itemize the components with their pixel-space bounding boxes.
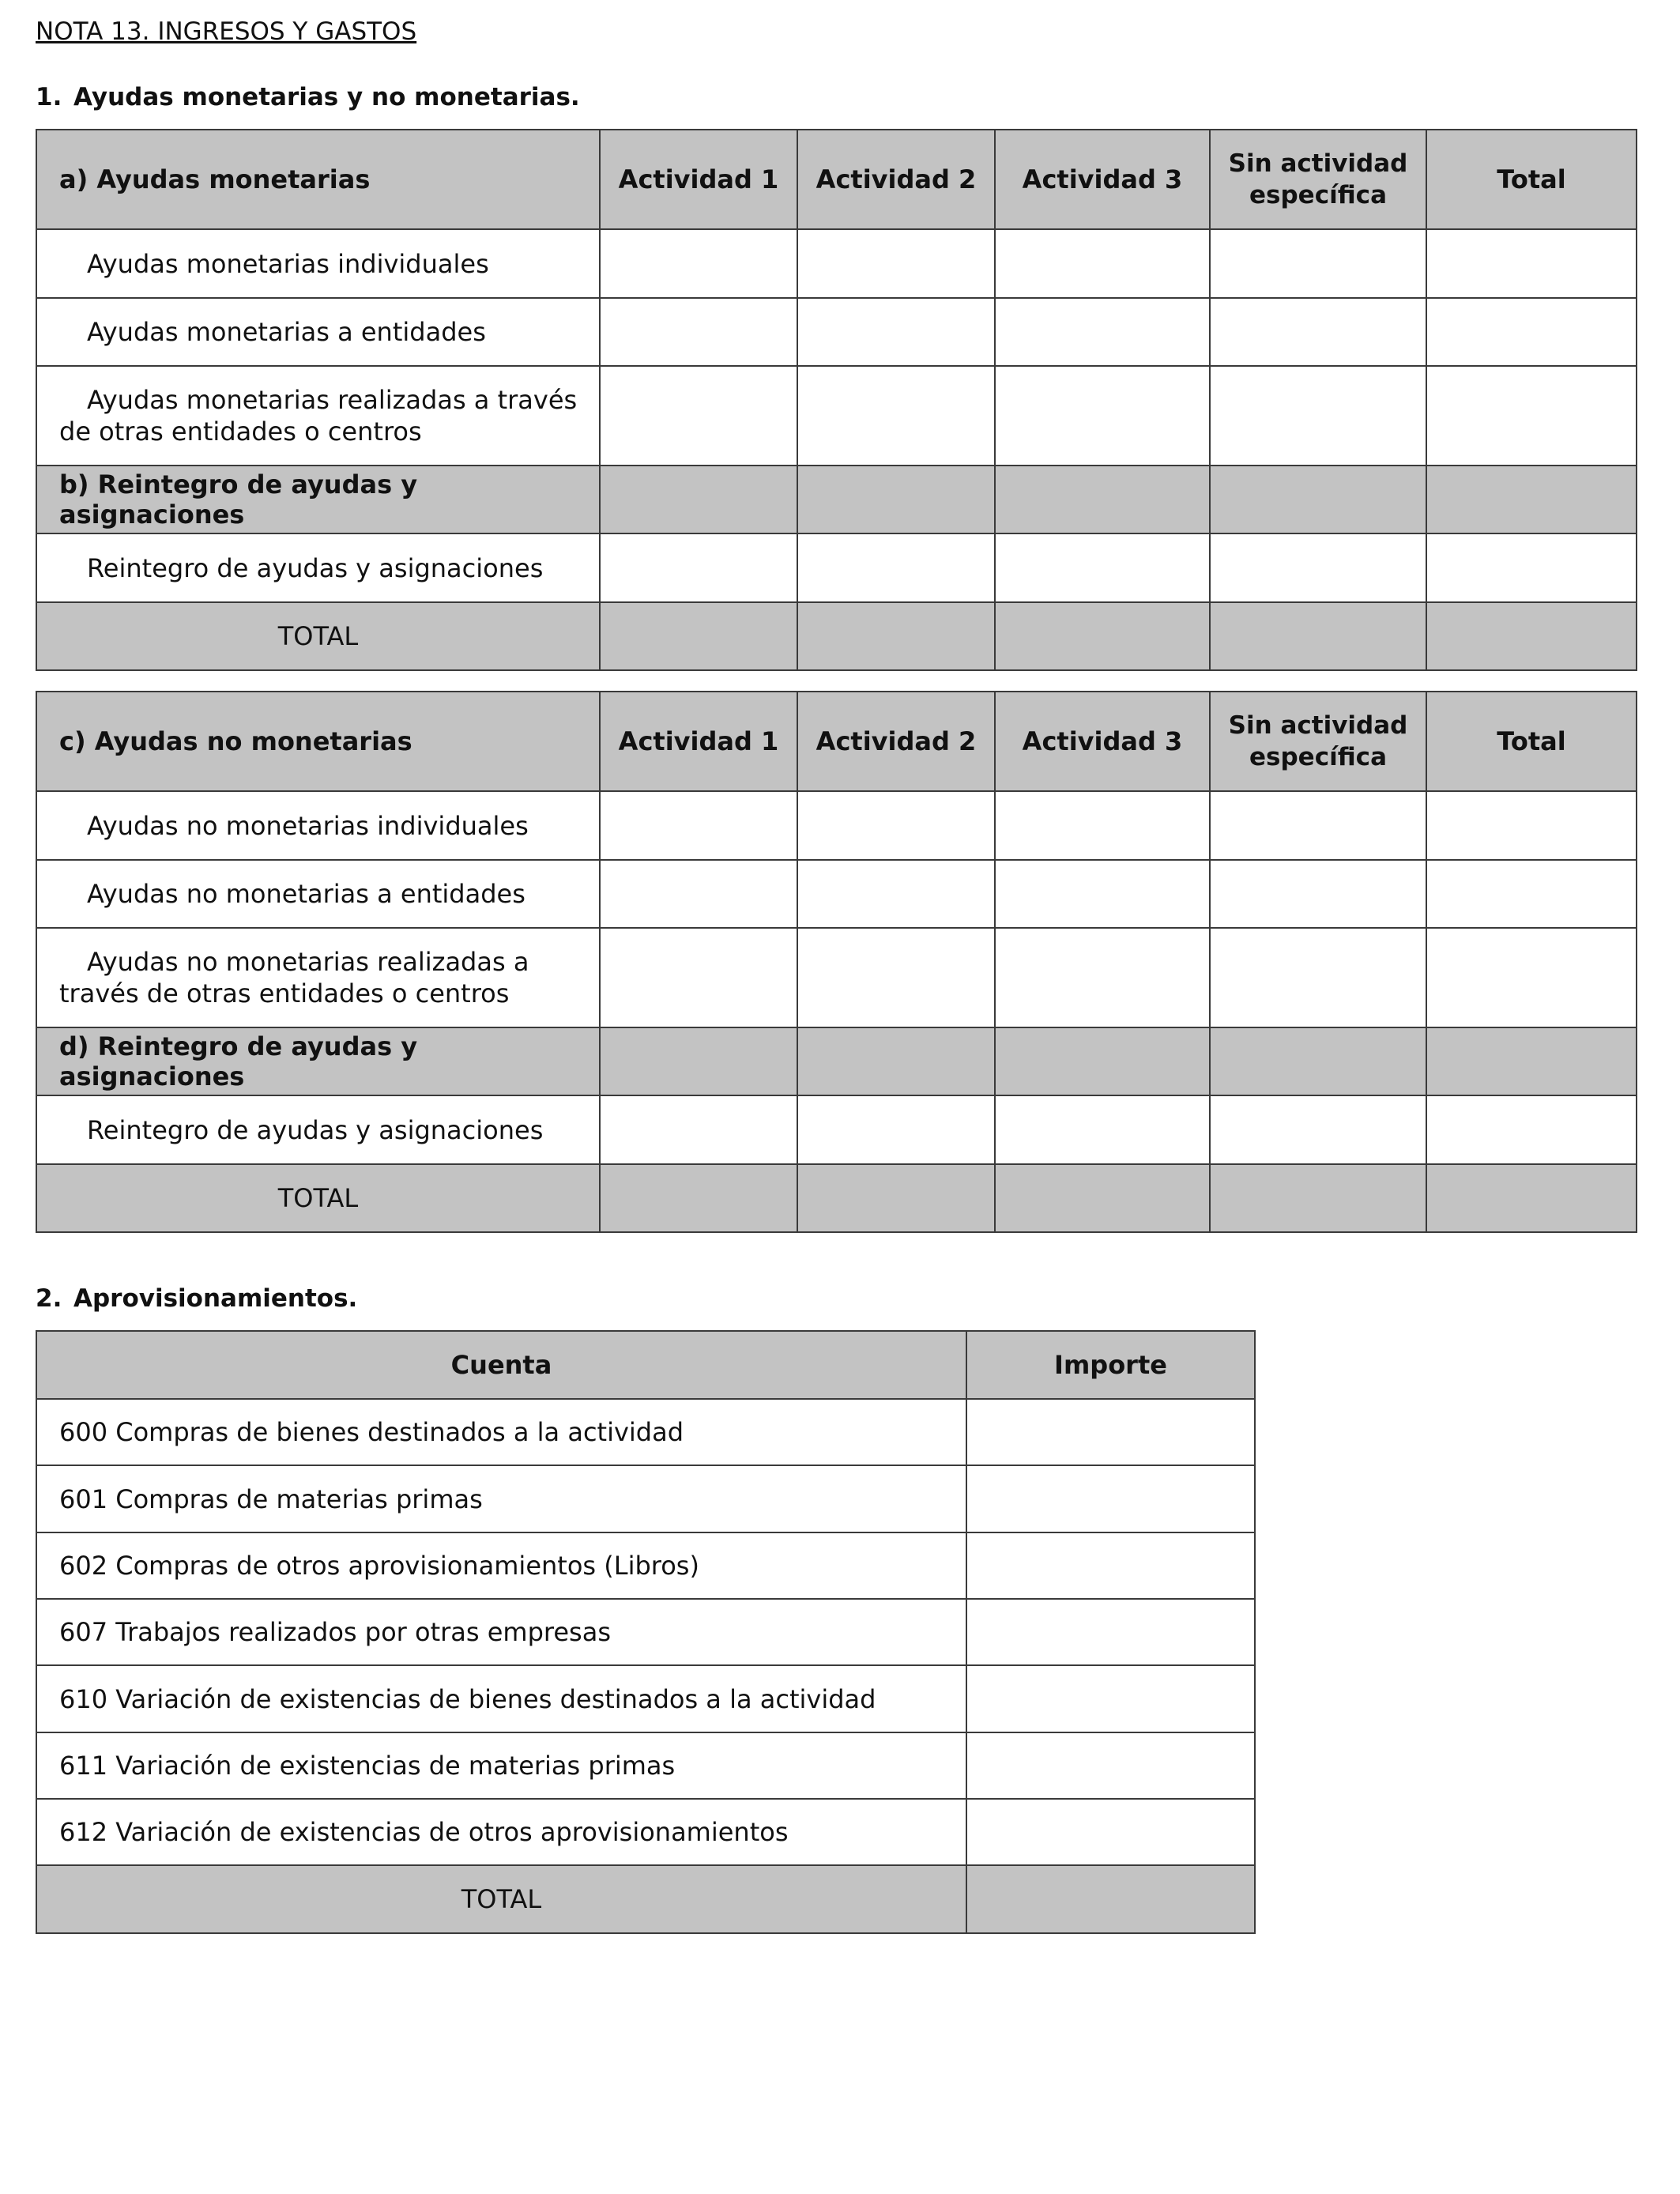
table-header-row bbox=[36, 692, 1637, 791]
table-cell[interactable] bbox=[1210, 791, 1426, 860]
table-cell[interactable] bbox=[995, 366, 1210, 466]
table-cell[interactable] bbox=[600, 791, 797, 860]
table-cell bbox=[600, 1027, 797, 1095]
table-cell[interactable] bbox=[797, 1095, 995, 1164]
table-row bbox=[36, 1465, 1255, 1532]
table-row bbox=[36, 229, 1637, 298]
row-label: 602 Compras de otros aprovisionamientos (Libros) bbox=[36, 1532, 966, 1599]
table-cell bbox=[797, 1027, 995, 1095]
header-actividad-2: Actividad 2 bbox=[797, 130, 995, 229]
table-ayudas-monetarias bbox=[36, 129, 1637, 671]
table-row bbox=[36, 1799, 1255, 1865]
row-label-multiline bbox=[36, 366, 600, 466]
row-label: Reintegro de ayudas y asignaciones bbox=[36, 533, 600, 602]
table-cell[interactable] bbox=[797, 533, 995, 602]
table-cell[interactable] bbox=[1210, 366, 1426, 466]
table-cell bbox=[995, 466, 1210, 533]
header-total: Total bbox=[1426, 692, 1637, 791]
header-label: c) Ayudas no monetarias bbox=[36, 692, 600, 791]
section-2-heading bbox=[36, 1284, 357, 1313]
table-cell[interactable] bbox=[600, 928, 797, 1027]
table-total-row bbox=[36, 1164, 1637, 1232]
row-label: Ayudas no monetarias individuales bbox=[36, 791, 600, 860]
table-cell bbox=[1426, 1027, 1637, 1095]
section-1-number: 1. bbox=[36, 83, 62, 111]
table-cell[interactable] bbox=[600, 1095, 797, 1164]
row-label-line2: través de otras entidades o centros bbox=[59, 978, 510, 1008]
table-cell[interactable] bbox=[797, 229, 995, 298]
row-label: 612 Variación de existencias de otros aprovisionamientos bbox=[36, 1799, 966, 1865]
header-sin-actividad bbox=[1210, 130, 1426, 229]
table-row bbox=[36, 366, 1637, 466]
table-cell[interactable] bbox=[995, 1095, 1210, 1164]
header-label: a) Ayudas monetarias bbox=[36, 130, 600, 229]
table-header-row bbox=[36, 130, 1637, 229]
table-cell[interactable] bbox=[995, 298, 1210, 366]
table-aprovisionamientos bbox=[36, 1330, 1256, 1934]
table-header-row bbox=[36, 1331, 1255, 1399]
table-cell[interactable] bbox=[797, 298, 995, 366]
table-subheader-row bbox=[36, 1027, 1637, 1095]
subheader-label: d) Reintegro de ayudas y asignaciones bbox=[36, 1027, 600, 1095]
section-2-title: Aprovisionamientos. bbox=[73, 1284, 358, 1313]
table-cell[interactable] bbox=[797, 860, 995, 928]
table-cell[interactable] bbox=[1426, 928, 1637, 1027]
table-row bbox=[36, 1399, 1255, 1465]
table-cell[interactable] bbox=[1426, 366, 1637, 466]
row-label: 607 Trabajos realizados por otras empresas bbox=[36, 1599, 966, 1665]
table-row bbox=[36, 298, 1637, 366]
page-title: NOTA 13. INGRESOS Y GASTOS bbox=[36, 17, 417, 46]
importe-cell[interactable] bbox=[966, 1865, 1255, 1933]
importe-cell[interactable] bbox=[966, 1732, 1255, 1799]
importe-cell[interactable] bbox=[966, 1465, 1255, 1532]
table-row bbox=[36, 1095, 1637, 1164]
importe-cell[interactable] bbox=[966, 1399, 1255, 1465]
table-cell[interactable] bbox=[600, 533, 797, 602]
table-cell[interactable] bbox=[600, 366, 797, 466]
table-cell[interactable] bbox=[797, 366, 995, 466]
row-label: 601 Compras de materias primas bbox=[36, 1465, 966, 1532]
table-row bbox=[36, 928, 1637, 1027]
header-actividad-3: Actividad 3 bbox=[995, 130, 1210, 229]
table-cell bbox=[1210, 466, 1426, 533]
table-cell[interactable] bbox=[995, 1164, 1210, 1232]
row-label: Ayudas no monetarias a entidades bbox=[36, 860, 600, 928]
table-cell[interactable] bbox=[995, 860, 1210, 928]
importe-cell[interactable] bbox=[966, 1532, 1255, 1599]
table-cell[interactable] bbox=[1426, 1095, 1637, 1164]
table-cell[interactable] bbox=[1426, 602, 1637, 670]
row-label: 600 Compras de bienes destinados a la actividad bbox=[36, 1399, 966, 1465]
row-label: Ayudas monetarias individuales bbox=[36, 229, 600, 298]
total-label: TOTAL bbox=[36, 1865, 966, 1933]
table-cell[interactable] bbox=[995, 229, 1210, 298]
subheader-label: b) Reintegro de ayudas y asignaciones bbox=[36, 466, 600, 533]
table-cell bbox=[1426, 466, 1637, 533]
table-row bbox=[36, 860, 1637, 928]
header-actividad-3: Actividad 3 bbox=[995, 692, 1210, 791]
header-sin-actividad-line1: Sin actividad bbox=[1228, 711, 1408, 740]
table-subheader-row bbox=[36, 466, 1637, 533]
header-total: Total bbox=[1426, 130, 1637, 229]
table-row bbox=[36, 1732, 1255, 1799]
table-cell[interactable] bbox=[1210, 533, 1426, 602]
table-row bbox=[36, 1665, 1255, 1732]
table-cell[interactable] bbox=[995, 602, 1210, 670]
table-row bbox=[36, 1532, 1255, 1599]
row-label-line1: Ayudas no monetarias realizadas a bbox=[87, 947, 529, 977]
table-cell[interactable] bbox=[600, 1164, 797, 1232]
table-cell[interactable] bbox=[1426, 533, 1637, 602]
table-total-row bbox=[36, 1865, 1255, 1933]
table-cell[interactable] bbox=[600, 602, 797, 670]
table-cell[interactable] bbox=[1426, 1164, 1637, 1232]
total-label: TOTAL bbox=[36, 1164, 600, 1232]
table-cell[interactable] bbox=[1210, 1164, 1426, 1232]
table-total-row bbox=[36, 602, 1637, 670]
table-row bbox=[36, 1599, 1255, 1665]
header-sin-actividad-line2: específica bbox=[1249, 743, 1387, 771]
section-1-heading bbox=[36, 83, 580, 111]
table-cell[interactable] bbox=[1210, 298, 1426, 366]
table-ayudas-no-monetarias bbox=[36, 691, 1637, 1233]
row-label: 611 Variación de existencias de materias primas bbox=[36, 1732, 966, 1799]
header-sin-actividad-line1: Sin actividad bbox=[1228, 149, 1408, 178]
table-cell[interactable] bbox=[1426, 860, 1637, 928]
table-cell[interactable] bbox=[1426, 791, 1637, 860]
table-row bbox=[36, 533, 1637, 602]
row-label: Ayudas monetarias a entidades bbox=[36, 298, 600, 366]
header-actividad-1: Actividad 1 bbox=[600, 130, 797, 229]
table-cell[interactable] bbox=[995, 791, 1210, 860]
section-2-number: 2. bbox=[36, 1284, 62, 1313]
table-cell[interactable] bbox=[797, 791, 995, 860]
header-sin-actividad bbox=[1210, 692, 1426, 791]
table-cell[interactable] bbox=[797, 1164, 995, 1232]
table-cell[interactable] bbox=[995, 533, 1210, 602]
header-actividad-1: Actividad 1 bbox=[600, 692, 797, 791]
row-label: Reintegro de ayudas y asignaciones bbox=[36, 1095, 600, 1164]
table-cell bbox=[1210, 1027, 1426, 1095]
table-cell[interactable] bbox=[600, 229, 797, 298]
total-label: TOTAL bbox=[36, 602, 600, 670]
table-cell[interactable] bbox=[1210, 1095, 1426, 1164]
table-cell[interactable] bbox=[1210, 229, 1426, 298]
table-cell bbox=[600, 466, 797, 533]
importe-cell[interactable] bbox=[966, 1665, 1255, 1732]
importe-cell[interactable] bbox=[966, 1599, 1255, 1665]
header-cuenta: Cuenta bbox=[36, 1331, 966, 1399]
row-label-line2: de otras entidades o centros bbox=[59, 417, 422, 447]
row-label: 610 Variación de existencias de bienes destinados a la actividad bbox=[36, 1665, 966, 1732]
importe-cell[interactable] bbox=[966, 1799, 1255, 1865]
table-cell[interactable] bbox=[600, 860, 797, 928]
table-cell[interactable] bbox=[1426, 229, 1637, 298]
table-row bbox=[36, 791, 1637, 860]
section-1-title: Ayudas monetarias y no monetarias. bbox=[73, 83, 580, 111]
row-label-multiline bbox=[36, 928, 600, 1027]
table-cell[interactable] bbox=[995, 928, 1210, 1027]
header-sin-actividad-line2: específica bbox=[1249, 181, 1387, 209]
header-importe: Importe bbox=[966, 1331, 1255, 1399]
table-cell bbox=[797, 466, 995, 533]
table-cell[interactable] bbox=[797, 928, 995, 1027]
table-cell[interactable] bbox=[1210, 860, 1426, 928]
row-label-line1: Ayudas monetarias realizadas a través bbox=[87, 385, 578, 415]
table-cell[interactable] bbox=[1210, 602, 1426, 670]
table-cell[interactable] bbox=[1426, 298, 1637, 366]
header-actividad-2: Actividad 2 bbox=[797, 692, 995, 791]
table-cell bbox=[995, 1027, 1210, 1095]
table-cell[interactable] bbox=[1210, 928, 1426, 1027]
table-cell[interactable] bbox=[600, 298, 797, 366]
table-cell[interactable] bbox=[797, 602, 995, 670]
